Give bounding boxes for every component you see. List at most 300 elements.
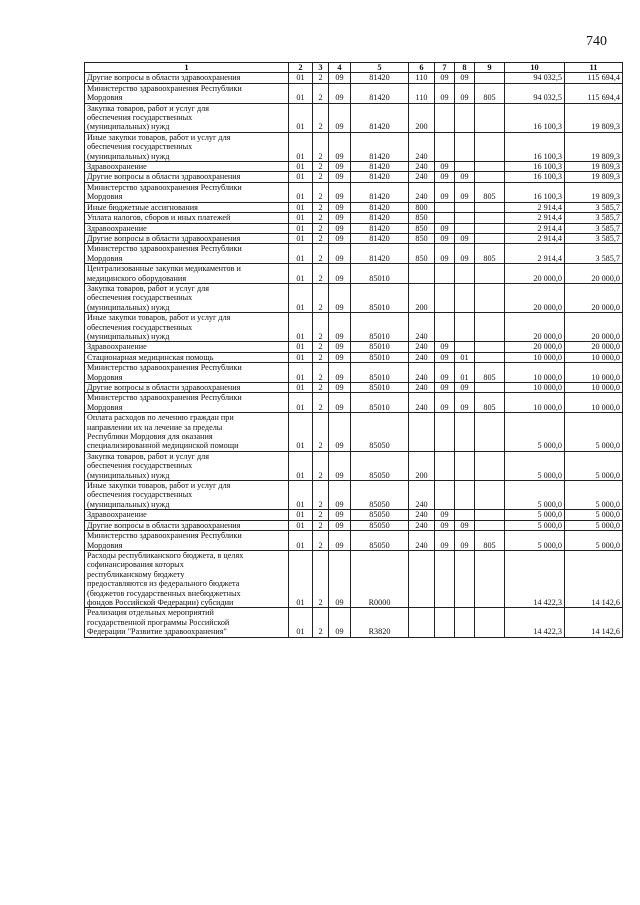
table-row bbox=[85, 413, 623, 452]
code-cell: 805 bbox=[475, 182, 505, 202]
code-cell: 81420 bbox=[351, 83, 409, 103]
code-cell: 09 bbox=[435, 363, 455, 383]
code-cell: 85050 bbox=[351, 451, 409, 480]
code-cell: 09 bbox=[329, 451, 351, 480]
amount-cell: 19 809,3 bbox=[565, 162, 623, 172]
code-cell: 240 bbox=[409, 172, 435, 182]
code-cell: 2 bbox=[313, 213, 329, 223]
code-cell: 2 bbox=[313, 223, 329, 233]
amount-cell: 5 000,0 bbox=[565, 481, 623, 510]
code-cell: 09 bbox=[329, 244, 351, 264]
amount-cell: 20 000,0 bbox=[565, 264, 623, 284]
code-cell: 240 bbox=[409, 182, 435, 202]
code-cell: 800 bbox=[409, 202, 435, 212]
code-cell: 09 bbox=[329, 103, 351, 132]
code-cell: 85010 bbox=[351, 283, 409, 312]
code-cell: 01 bbox=[289, 481, 313, 510]
code-cell: 2 bbox=[313, 510, 329, 520]
code-cell: 110 bbox=[409, 83, 435, 103]
amount-cell: 16 100,3 bbox=[505, 162, 565, 172]
code-cell: 85010 bbox=[351, 383, 409, 393]
row-name-cell: Министерство здравоохранения Республики Мордовия bbox=[85, 531, 289, 551]
table-row bbox=[85, 223, 623, 233]
table-row bbox=[85, 393, 623, 413]
code-cell bbox=[475, 283, 505, 312]
code-cell: 85010 bbox=[351, 352, 409, 362]
code-cell bbox=[475, 223, 505, 233]
code-cell: 240 bbox=[409, 383, 435, 393]
row-name-cell: Другие вопросы в области здравоохранения bbox=[85, 73, 289, 83]
table-row bbox=[85, 451, 623, 480]
column-header: 9 bbox=[475, 63, 505, 73]
amount-cell: 20 000,0 bbox=[505, 313, 565, 342]
code-cell: 240 bbox=[409, 510, 435, 520]
amount-cell: 5 000,0 bbox=[505, 510, 565, 520]
code-cell: 850 bbox=[409, 233, 435, 243]
code-cell: 2 bbox=[313, 73, 329, 83]
code-cell bbox=[455, 283, 475, 312]
code-cell: 09 bbox=[435, 531, 455, 551]
code-cell: 09 bbox=[329, 550, 351, 607]
code-cell: 01 bbox=[289, 83, 313, 103]
column-header: 10 bbox=[505, 63, 565, 73]
code-cell: 01 bbox=[289, 363, 313, 383]
code-cell: 09 bbox=[329, 132, 351, 161]
column-header: 11 bbox=[565, 63, 623, 73]
column-header: 1 bbox=[85, 63, 289, 73]
code-cell: 09 bbox=[435, 182, 455, 202]
table-row bbox=[85, 172, 623, 182]
code-cell: 01 bbox=[455, 363, 475, 383]
code-cell: 01 bbox=[289, 264, 313, 284]
amount-cell: 14 142,6 bbox=[565, 550, 623, 607]
amount-cell: 10 000,0 bbox=[565, 352, 623, 362]
code-cell: 85010 bbox=[351, 264, 409, 284]
code-cell: 2 bbox=[313, 363, 329, 383]
table-row bbox=[85, 182, 623, 202]
code-cell: R3820 bbox=[351, 608, 409, 637]
code-cell: 01 bbox=[289, 342, 313, 352]
amount-cell: 115 694,4 bbox=[565, 83, 623, 103]
code-cell: 09 bbox=[455, 172, 475, 182]
code-cell bbox=[435, 213, 455, 223]
amount-cell: 115 694,4 bbox=[565, 73, 623, 83]
table-row bbox=[85, 132, 623, 161]
row-name-cell: Министерство здравоохранения Республики Мордовия bbox=[85, 393, 289, 413]
amount-cell: 3 585,7 bbox=[565, 223, 623, 233]
code-cell bbox=[435, 283, 455, 312]
code-cell: 09 bbox=[329, 608, 351, 637]
code-cell: 81420 bbox=[351, 202, 409, 212]
amount-cell: 2 914,4 bbox=[505, 202, 565, 212]
code-cell: 01 bbox=[289, 510, 313, 520]
code-cell: 09 bbox=[435, 352, 455, 362]
code-cell: 01 bbox=[455, 352, 475, 362]
code-cell: 09 bbox=[435, 73, 455, 83]
table-row bbox=[85, 283, 623, 312]
row-name-cell: Другие вопросы в области здравоохранения bbox=[85, 172, 289, 182]
code-cell bbox=[455, 202, 475, 212]
code-cell: 09 bbox=[455, 531, 475, 551]
code-cell: 81420 bbox=[351, 233, 409, 243]
code-cell bbox=[409, 264, 435, 284]
code-cell: 09 bbox=[455, 233, 475, 243]
code-cell: 09 bbox=[329, 83, 351, 103]
row-name-cell: Уплата налогов, сборов и иных платежей bbox=[85, 213, 289, 223]
code-cell: 01 bbox=[289, 413, 313, 452]
amount-cell: 10 000,0 bbox=[505, 352, 565, 362]
code-cell: 01 bbox=[289, 283, 313, 312]
table-body bbox=[85, 73, 623, 637]
code-cell: 09 bbox=[455, 73, 475, 83]
amount-cell: 5 000,0 bbox=[505, 520, 565, 530]
code-cell: 2 bbox=[313, 342, 329, 352]
amount-cell: 5 000,0 bbox=[505, 451, 565, 480]
code-cell bbox=[455, 264, 475, 284]
code-cell: 09 bbox=[329, 481, 351, 510]
code-cell: 01 bbox=[289, 383, 313, 393]
amount-cell: 10 000,0 bbox=[565, 383, 623, 393]
code-cell bbox=[475, 451, 505, 480]
code-cell: 09 bbox=[329, 202, 351, 212]
code-cell: 09 bbox=[455, 83, 475, 103]
row-name-cell: Иные закупки товаров, работ и услуг для обеспечения государственных (муниципальных) нужд bbox=[85, 481, 289, 510]
code-cell bbox=[475, 213, 505, 223]
code-cell: 805 bbox=[475, 393, 505, 413]
amount-cell: 3 585,7 bbox=[565, 202, 623, 212]
amount-cell: 2 914,4 bbox=[505, 213, 565, 223]
code-cell: 240 bbox=[409, 352, 435, 362]
code-cell: 240 bbox=[409, 363, 435, 383]
table-row bbox=[85, 363, 623, 383]
code-cell: 09 bbox=[329, 352, 351, 362]
table-row bbox=[85, 103, 623, 132]
amount-cell: 10 000,0 bbox=[505, 363, 565, 383]
code-cell: 2 bbox=[313, 264, 329, 284]
page-number: 740 bbox=[586, 34, 607, 49]
table-row bbox=[85, 313, 623, 342]
amount-cell: 3 585,7 bbox=[565, 233, 623, 243]
amount-cell: 10 000,0 bbox=[505, 383, 565, 393]
amount-cell: 5 000,0 bbox=[505, 481, 565, 510]
code-cell bbox=[475, 233, 505, 243]
row-name-cell: Здравоохранение bbox=[85, 342, 289, 352]
code-cell: 09 bbox=[329, 162, 351, 172]
code-cell: 850 bbox=[409, 223, 435, 233]
code-cell: 2 bbox=[313, 244, 329, 264]
code-cell: 805 bbox=[475, 363, 505, 383]
code-cell bbox=[475, 413, 505, 452]
code-cell: 01 bbox=[289, 451, 313, 480]
code-cell bbox=[475, 313, 505, 342]
code-cell: 01 bbox=[289, 313, 313, 342]
code-cell: 850 bbox=[409, 244, 435, 264]
code-cell: 01 bbox=[289, 244, 313, 264]
code-cell: 240 bbox=[409, 481, 435, 510]
code-cell: 2 bbox=[313, 132, 329, 161]
row-name-cell: Здравоохранение bbox=[85, 223, 289, 233]
code-cell: 09 bbox=[435, 223, 455, 233]
code-cell: 2 bbox=[313, 520, 329, 530]
table-row bbox=[85, 481, 623, 510]
code-cell: 01 bbox=[289, 233, 313, 243]
code-cell: 240 bbox=[409, 531, 435, 551]
amount-cell: 5 000,0 bbox=[565, 510, 623, 520]
code-cell: 01 bbox=[289, 182, 313, 202]
code-cell: 01 bbox=[289, 132, 313, 161]
code-cell bbox=[475, 172, 505, 182]
code-cell bbox=[435, 264, 455, 284]
code-cell bbox=[435, 103, 455, 132]
amount-cell: 3 585,7 bbox=[565, 244, 623, 264]
code-cell: 81420 bbox=[351, 132, 409, 161]
table-row bbox=[85, 352, 623, 362]
amount-cell: 2 914,4 bbox=[505, 223, 565, 233]
code-cell: 85010 bbox=[351, 313, 409, 342]
code-cell: 09 bbox=[435, 393, 455, 413]
code-cell: 85010 bbox=[351, 363, 409, 383]
amount-cell: 5 000,0 bbox=[565, 413, 623, 452]
row-name-cell: Другие вопросы в области здравоохранения bbox=[85, 520, 289, 530]
code-cell: 81420 bbox=[351, 73, 409, 83]
code-cell: 81420 bbox=[351, 244, 409, 264]
code-cell: 09 bbox=[329, 283, 351, 312]
code-cell: 805 bbox=[475, 244, 505, 264]
code-cell: 240 bbox=[409, 132, 435, 161]
code-cell bbox=[455, 451, 475, 480]
column-header: 7 bbox=[435, 63, 455, 73]
column-header: 8 bbox=[455, 63, 475, 73]
code-cell: 2 bbox=[313, 383, 329, 393]
code-cell: 09 bbox=[435, 83, 455, 103]
code-cell bbox=[475, 352, 505, 362]
code-cell: 09 bbox=[329, 363, 351, 383]
code-cell: 85050 bbox=[351, 520, 409, 530]
code-cell bbox=[475, 264, 505, 284]
table-row bbox=[85, 383, 623, 393]
code-cell bbox=[475, 103, 505, 132]
amount-cell: 14 422,3 bbox=[505, 550, 565, 607]
code-cell bbox=[455, 132, 475, 161]
code-cell: R0000 bbox=[351, 550, 409, 607]
code-cell: 09 bbox=[329, 264, 351, 284]
code-cell: 2 bbox=[313, 608, 329, 637]
code-cell bbox=[455, 313, 475, 342]
code-cell: 85050 bbox=[351, 481, 409, 510]
code-cell bbox=[409, 608, 435, 637]
code-cell: 85010 bbox=[351, 342, 409, 352]
code-cell: 09 bbox=[435, 520, 455, 530]
code-cell bbox=[475, 520, 505, 530]
row-name-cell: Иные закупки товаров, работ и услуг для обеспечения государственных (муниципальных) нужд bbox=[85, 132, 289, 161]
code-cell bbox=[475, 342, 505, 352]
code-cell: 2 bbox=[313, 352, 329, 362]
code-cell: 09 bbox=[329, 313, 351, 342]
code-cell: 240 bbox=[409, 520, 435, 530]
amount-cell: 3 585,7 bbox=[565, 213, 623, 223]
code-cell: 01 bbox=[289, 608, 313, 637]
row-name-cell: Закупка товаров, работ и услуг для обеспечения государственных (муниципальных) нужд bbox=[85, 283, 289, 312]
code-cell: 09 bbox=[329, 233, 351, 243]
code-cell: 01 bbox=[289, 202, 313, 212]
table-header-row bbox=[85, 63, 623, 73]
column-header: 6 bbox=[409, 63, 435, 73]
code-cell bbox=[435, 202, 455, 212]
code-cell bbox=[475, 608, 505, 637]
code-cell bbox=[409, 413, 435, 452]
code-cell: 01 bbox=[289, 73, 313, 83]
code-cell: 81420 bbox=[351, 103, 409, 132]
code-cell: 110 bbox=[409, 73, 435, 83]
code-cell: 01 bbox=[289, 393, 313, 413]
table-row bbox=[85, 510, 623, 520]
amount-cell: 16 100,3 bbox=[505, 132, 565, 161]
amount-cell: 2 914,4 bbox=[505, 233, 565, 243]
amount-cell: 10 000,0 bbox=[505, 393, 565, 413]
row-name-cell: Реализация отдельных мероприятий государственной программы Российской Федерации "Развитие здравоохранения" bbox=[85, 608, 289, 637]
code-cell bbox=[475, 162, 505, 172]
row-name-cell: Расходы республиканского бюджета, в целях софинансирования которых республиканскому бюджету предоставляются из федерального бюджета (бюджетов государственных внебюджетных фондов Российской Федерации) субсидии bbox=[85, 550, 289, 607]
code-cell: 2 bbox=[313, 172, 329, 182]
amount-cell: 2 914,4 bbox=[505, 244, 565, 264]
row-name-cell: Другие вопросы в области здравоохранения bbox=[85, 233, 289, 243]
code-cell bbox=[475, 383, 505, 393]
code-cell: 200 bbox=[409, 451, 435, 480]
amount-cell: 16 100,3 bbox=[505, 172, 565, 182]
amount-cell: 14 422,3 bbox=[505, 608, 565, 637]
code-cell: 01 bbox=[289, 162, 313, 172]
code-cell: 2 bbox=[313, 413, 329, 452]
row-name-cell: Здравоохранение bbox=[85, 510, 289, 520]
row-name-cell: Иные закупки товаров, работ и услуг для обеспечения государственных (муниципальных) нужд bbox=[85, 313, 289, 342]
code-cell: 09 bbox=[329, 342, 351, 352]
code-cell bbox=[475, 132, 505, 161]
code-cell: 200 bbox=[409, 103, 435, 132]
row-name-cell: Министерство здравоохранения Республики Мордовия bbox=[85, 182, 289, 202]
code-cell bbox=[435, 313, 455, 342]
amount-cell: 5 000,0 bbox=[565, 520, 623, 530]
code-cell: 2 bbox=[313, 83, 329, 103]
column-header: 5 bbox=[351, 63, 409, 73]
code-cell: 01 bbox=[289, 213, 313, 223]
code-cell bbox=[455, 481, 475, 510]
code-cell: 09 bbox=[329, 413, 351, 452]
table-row bbox=[85, 531, 623, 551]
row-name-cell: Централизованные закупки медикаментов и медицинского оборудования bbox=[85, 264, 289, 284]
code-cell bbox=[455, 510, 475, 520]
code-cell: 01 bbox=[289, 550, 313, 607]
code-cell: 09 bbox=[329, 172, 351, 182]
row-name-cell: Министерство здравоохранения Республики Мордовия bbox=[85, 244, 289, 264]
code-cell: 01 bbox=[289, 531, 313, 551]
code-cell bbox=[455, 608, 475, 637]
code-cell bbox=[435, 132, 455, 161]
code-cell: 09 bbox=[435, 172, 455, 182]
amount-cell: 19 809,3 bbox=[565, 132, 623, 161]
row-name-cell: Закупка товаров, работ и услуг для обеспечения государственных (муниципальных) нужд bbox=[85, 451, 289, 480]
code-cell: 01 bbox=[289, 172, 313, 182]
code-cell: 09 bbox=[455, 520, 475, 530]
code-cell: 01 bbox=[289, 223, 313, 233]
table-row bbox=[85, 550, 623, 607]
code-cell: 2 bbox=[313, 481, 329, 510]
column-header: 2 bbox=[289, 63, 313, 73]
code-cell: 2 bbox=[313, 313, 329, 342]
code-cell: 01 bbox=[289, 520, 313, 530]
code-cell: 805 bbox=[475, 83, 505, 103]
table-row bbox=[85, 202, 623, 212]
row-name-cell: Здравоохранение bbox=[85, 162, 289, 172]
code-cell bbox=[409, 550, 435, 607]
code-cell: 09 bbox=[329, 383, 351, 393]
budget-table bbox=[84, 62, 623, 638]
amount-cell: 94 032,5 bbox=[505, 73, 565, 83]
amount-cell: 20 000,0 bbox=[565, 283, 623, 312]
code-cell: 09 bbox=[329, 393, 351, 413]
code-cell bbox=[455, 223, 475, 233]
amount-cell: 10 000,0 bbox=[565, 363, 623, 383]
table-row bbox=[85, 162, 623, 172]
code-cell: 09 bbox=[435, 510, 455, 520]
column-header: 3 bbox=[313, 63, 329, 73]
amount-cell: 20 000,0 bbox=[505, 283, 565, 312]
amount-cell: 5 000,0 bbox=[565, 451, 623, 480]
code-cell bbox=[475, 73, 505, 83]
code-cell: 240 bbox=[409, 393, 435, 413]
code-cell: 09 bbox=[435, 233, 455, 243]
amount-cell: 5 000,0 bbox=[505, 531, 565, 551]
code-cell bbox=[475, 550, 505, 607]
table-row bbox=[85, 244, 623, 264]
code-cell: 81420 bbox=[351, 172, 409, 182]
row-name-cell: Министерство здравоохранения Республики Мордовия bbox=[85, 363, 289, 383]
row-name-cell: Закупка товаров, работ и услуг для обеспечения государственных (муниципальных) нужд bbox=[85, 103, 289, 132]
code-cell bbox=[455, 162, 475, 172]
code-cell: 09 bbox=[435, 342, 455, 352]
code-cell: 200 bbox=[409, 283, 435, 312]
table-row bbox=[85, 233, 623, 243]
code-cell: 2 bbox=[313, 283, 329, 312]
code-cell bbox=[435, 481, 455, 510]
code-cell: 85050 bbox=[351, 413, 409, 452]
amount-cell: 20 000,0 bbox=[565, 342, 623, 352]
code-cell bbox=[455, 103, 475, 132]
amount-cell: 5 000,0 bbox=[505, 413, 565, 452]
code-cell: 09 bbox=[455, 244, 475, 264]
code-cell bbox=[435, 608, 455, 637]
amount-cell: 20 000,0 bbox=[565, 313, 623, 342]
table-row bbox=[85, 520, 623, 530]
code-cell bbox=[455, 342, 475, 352]
code-cell: 81420 bbox=[351, 223, 409, 233]
code-cell: 2 bbox=[313, 531, 329, 551]
table-row bbox=[85, 73, 623, 83]
code-cell: 09 bbox=[329, 531, 351, 551]
amount-cell: 14 142,6 bbox=[565, 608, 623, 637]
code-cell: 09 bbox=[435, 244, 455, 264]
code-cell: 09 bbox=[435, 383, 455, 393]
row-name-cell: Другие вопросы в области здравоохранения bbox=[85, 383, 289, 393]
code-cell: 2 bbox=[313, 451, 329, 480]
code-cell: 09 bbox=[455, 383, 475, 393]
amount-cell: 20 000,0 bbox=[505, 264, 565, 284]
code-cell bbox=[475, 481, 505, 510]
code-cell bbox=[435, 550, 455, 607]
amount-cell: 20 000,0 bbox=[505, 342, 565, 352]
code-cell: 240 bbox=[409, 342, 435, 352]
code-cell: 09 bbox=[329, 510, 351, 520]
table-row bbox=[85, 342, 623, 352]
